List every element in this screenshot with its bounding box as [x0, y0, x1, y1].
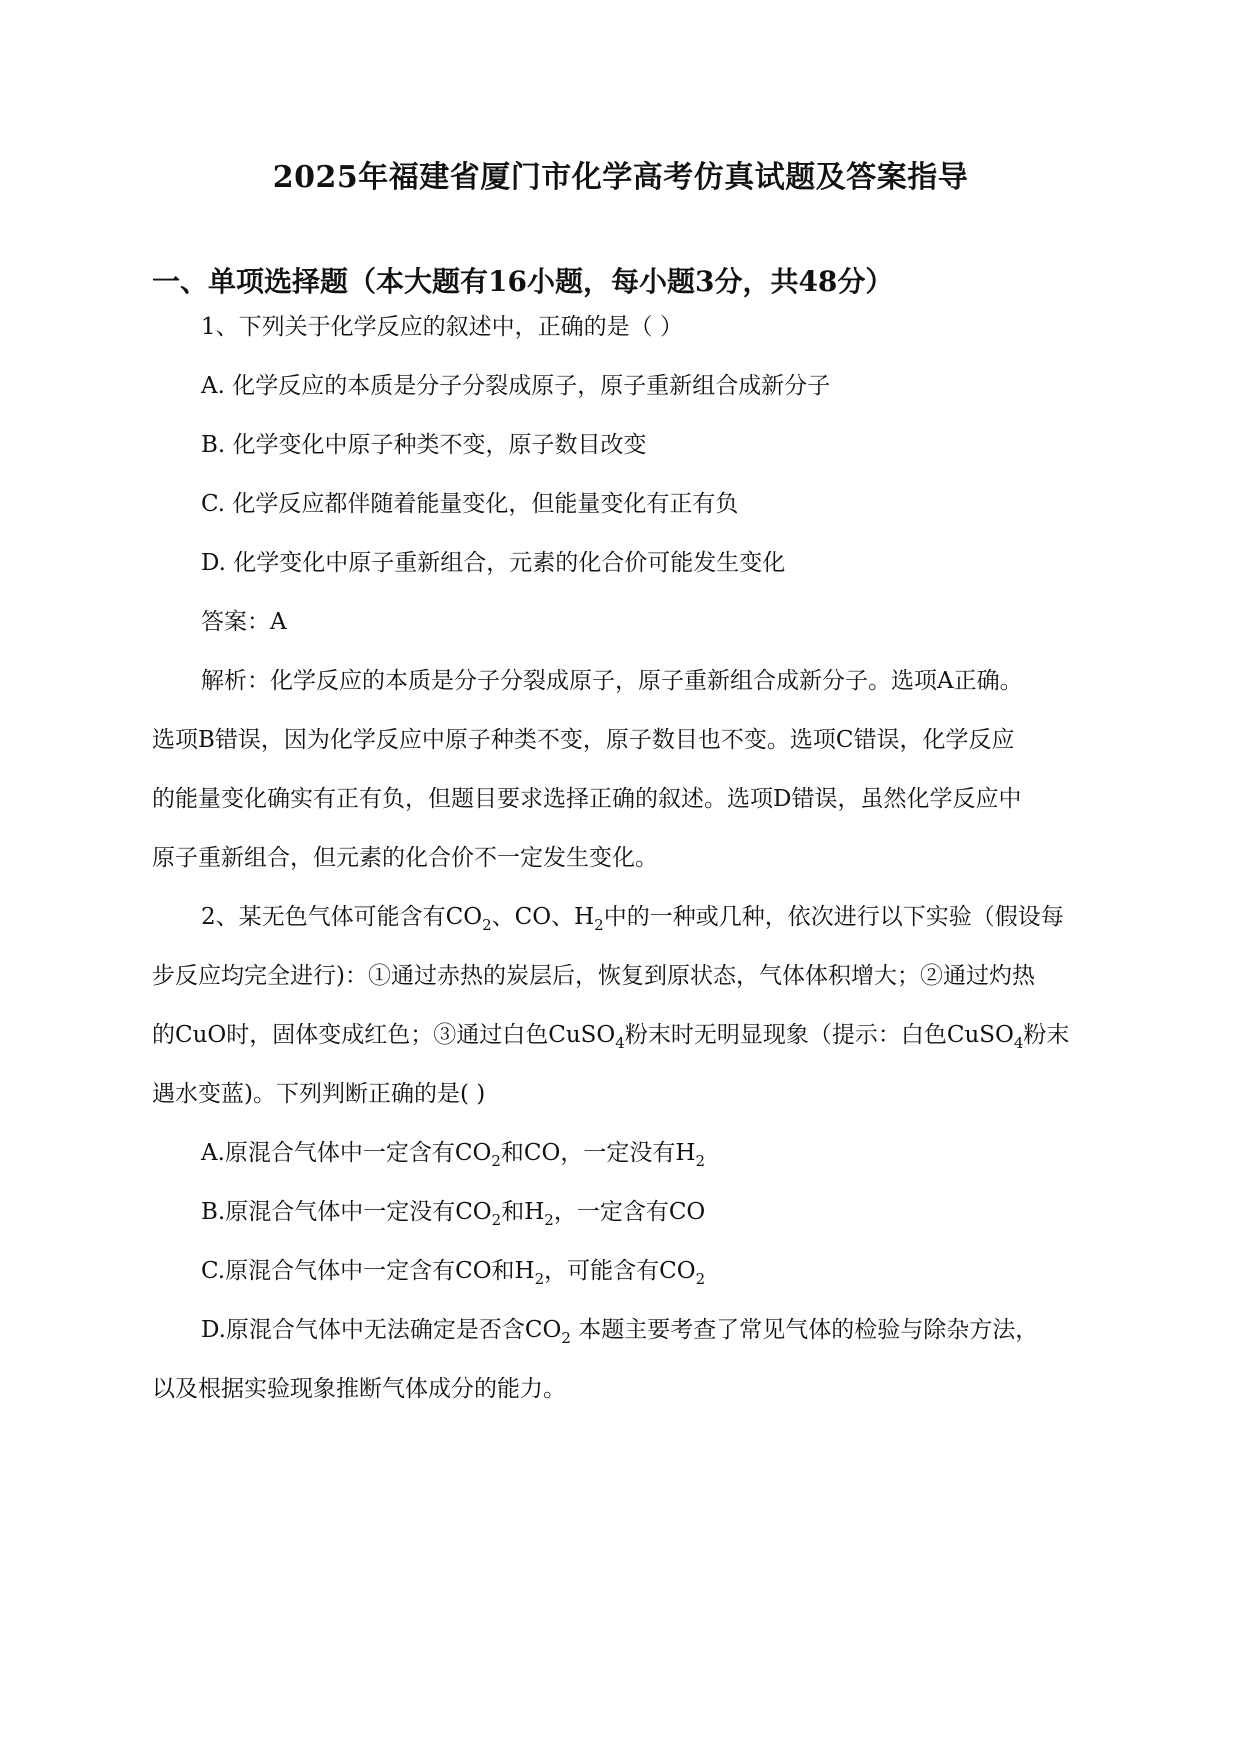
text-run: 粉末: [1023, 1022, 1070, 1048]
subscript: 2: [561, 1329, 571, 1347]
q1-option-b: B. 化学变化中原子种类不变，原子数目改变: [201, 432, 647, 458]
q2-option-d: [201, 1313, 1038, 1347]
q2-option-c: [201, 1254, 705, 1288]
section-heading: 一、单项选择题（本大题有16小题，每小题3分，共48分）: [152, 265, 894, 298]
subscript: 2: [594, 916, 604, 934]
q2-stem-line: 步反应均完全进行)：①通过赤热的炭层后，恢复到原状态，气体体积增大；②通过灼热: [152, 963, 1035, 989]
text-run: C.原混合气体中一定含有CO和H: [201, 1258, 535, 1284]
subscript: 2: [695, 1152, 705, 1170]
text-run: ，可能含有CO: [544, 1258, 696, 1284]
text-run: 本题主要考查了常见气体的检验与除杂方法，: [570, 1317, 1039, 1343]
subscript: 2: [491, 1211, 502, 1229]
q2-stem-line: [201, 900, 1064, 934]
text-run: 和H: [501, 1199, 545, 1225]
q1-option-d: D. 化学变化中原子重新组合，元素的化合价可能发生变化: [201, 550, 786, 576]
text-run: A.原混合气体中一定含有CO: [201, 1140, 492, 1166]
q1-analysis-line: 的能量变化确实有正有负，但题目要求选择正确的叙述。选项D错误，虽然化学反应中: [152, 786, 1022, 812]
subscript: 4: [1013, 1034, 1024, 1052]
text-run: D.原混合气体中无法确定是否含CO: [201, 1317, 562, 1343]
q2-option-b: [201, 1195, 705, 1229]
text-run: 、CO、H: [491, 904, 595, 930]
subscript: 2: [695, 1270, 706, 1288]
q2-stem-line: [152, 1018, 1069, 1052]
text-run: B.原混合气体中一定没有CO: [201, 1199, 492, 1225]
text-run: ，一定含有CO: [553, 1199, 706, 1225]
q1-analysis-line: 选项B错误，因为化学反应中原子种类不变，原子数目也不变。选项C错误，化学反应: [152, 727, 1015, 753]
q2-stem-line: 遇水变蓝)。下列判断正确的是( ): [152, 1081, 486, 1107]
subscript: 2: [544, 1211, 554, 1229]
q2-closing-line: 以及根据实验现象推断气体成分的能力。: [152, 1376, 566, 1402]
q1-option-a: A. 化学反应的本质是分子分裂成原子，原子重新组合成新分子: [201, 373, 831, 399]
document-title: 2025年福建省厦门市化学高考仿真试题及答案指导: [272, 160, 969, 195]
subscript: 2: [534, 1270, 545, 1288]
q1-stem: 1、下列关于化学反应的叙述中，正确的是（ ）: [201, 314, 683, 340]
text-run: 2、某无色气体可能含有CO: [201, 904, 483, 930]
q1-analysis-line: 解析：化学反应的本质是分子分裂成原子，原子重新组合成新分子。选项A正确。: [201, 668, 1023, 694]
text-run: 和CO，一定没有H: [500, 1140, 696, 1166]
q1-option-c: C. 化学反应都伴随着能量变化，但能量变化有正有负: [201, 491, 739, 517]
text-run: 粉末时无明显现象（提示：白色CuSO: [624, 1022, 1014, 1048]
subscript: 2: [491, 1152, 501, 1170]
q1-answer: 答案：A: [201, 609, 287, 635]
subscript: 2: [482, 916, 492, 934]
text-run: 的CuO时，固体变成红色；③通过白色CuSO: [152, 1022, 616, 1048]
q1-analysis-line: 原子重新组合，但元素的化合价不一定发生变化。: [152, 845, 658, 871]
text-run: 中的一种或几种，依次进行以下实验（假设每: [603, 904, 1064, 930]
q2-option-a: [201, 1136, 705, 1170]
subscript: 4: [615, 1034, 625, 1052]
